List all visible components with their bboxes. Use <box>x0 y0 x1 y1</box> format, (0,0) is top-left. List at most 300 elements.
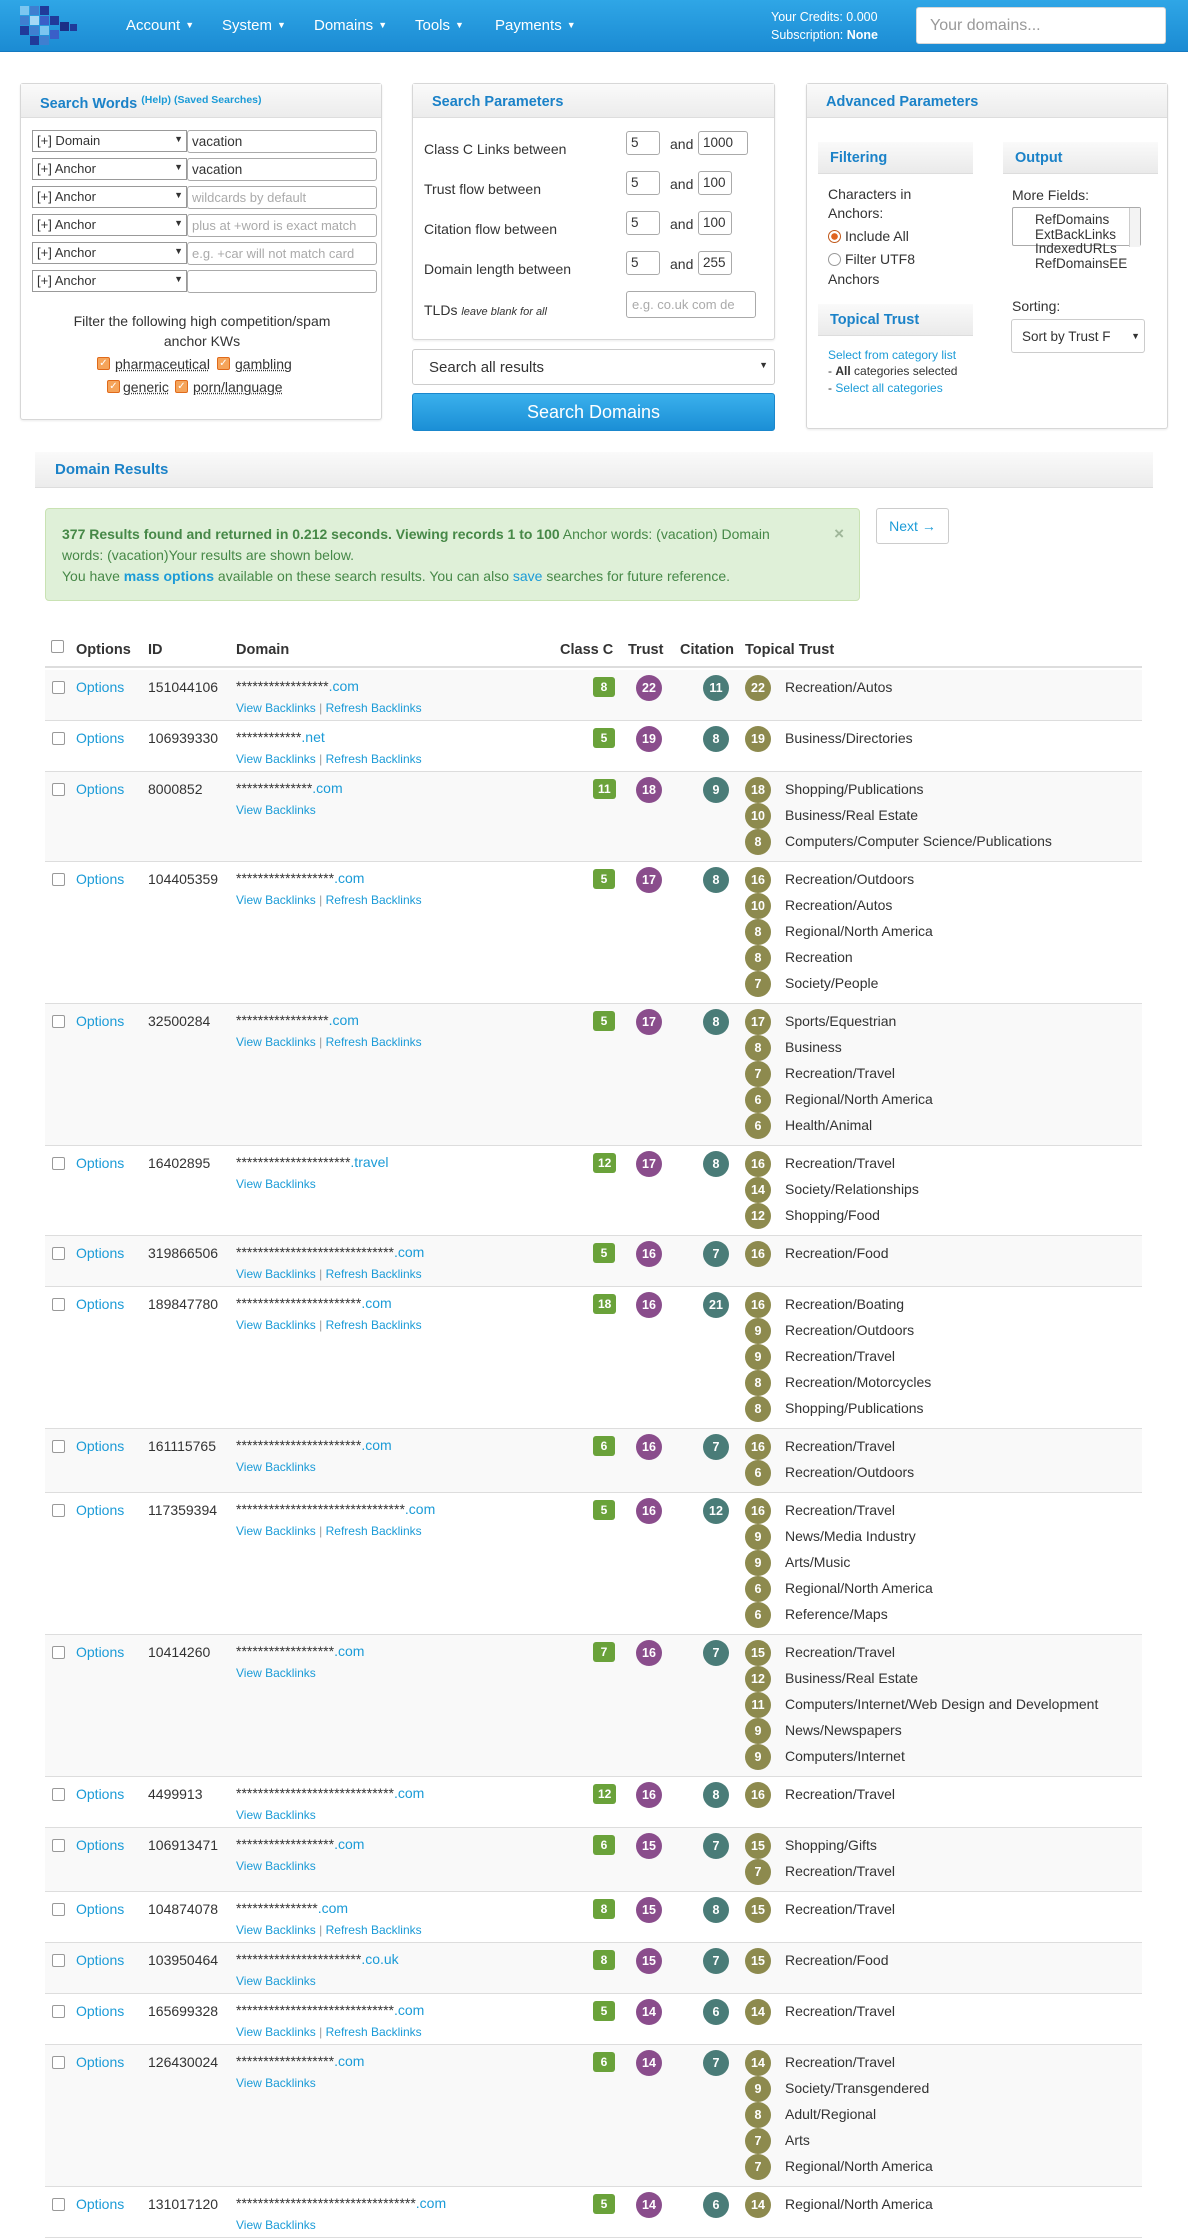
table-row <box>45 1146 1142 1236</box>
row-id: 131017120 <box>148 2196 219 2212</box>
topical-trust-item <box>745 2050 1145 2076</box>
topical-trust-badge: 6 <box>745 1576 771 1602</box>
options-link[interactable]: Options <box>76 1644 125 1660</box>
nav-tools[interactable]: Tools ▼ <box>415 17 464 34</box>
caret-down-icon: ▼ <box>174 218 183 228</box>
logo-icon[interactable] <box>20 2 86 50</box>
topical-trust-category: Recreation/Travel <box>785 1901 895 1917</box>
topical-trust-badge: 9 <box>745 2076 771 2102</box>
pharmaceutical-label: pharmaceutical <box>115 356 210 372</box>
topical-trust-item <box>745 1859 1145 1885</box>
citation-flow-badge: 9 <box>703 777 729 803</box>
search-word-input[interactable]: plus at +word is exact match <box>187 214 377 237</box>
backlink-links: View Backlinks | Refresh Backlinks <box>236 1923 422 1937</box>
trust-flow-badge: 18 <box>636 777 662 803</box>
domain-name[interactable]: *****************.com <box>236 1012 359 1028</box>
topical-trust-item <box>745 2076 1145 2102</box>
topical-trust-badge: 6 <box>745 1460 771 1486</box>
class-c-min-input[interactable]: 5 <box>626 131 660 155</box>
trust-flow-badge: 15 <box>636 1833 662 1859</box>
sorting-select[interactable]: Sort by Trust F ▼ <box>1011 319 1145 353</box>
row-id: 117359394 <box>148 1502 218 1518</box>
domain-name[interactable]: *****************.com <box>236 678 359 694</box>
refresh-backlinks-link[interactable]: Refresh Backlinks <box>325 701 422 715</box>
topical-trust-badge: 14 <box>745 1177 771 1203</box>
header-domain: Domain <box>236 642 290 658</box>
topical-trust-item <box>745 1318 1145 1344</box>
view-backlinks-link[interactable]: View Backlinks <box>236 1460 316 1474</box>
options-link[interactable]: Options <box>76 1013 125 1029</box>
credits-info: Your Credits: 0.000 Subscription: None <box>771 10 878 42</box>
trust-max-input[interactable]: 100 <box>698 171 732 195</box>
topical-trust-badge: 9 <box>745 1550 771 1576</box>
row-checkbox[interactable] <box>52 1646 65 1659</box>
topical-trust-badge: 14 <box>745 2050 771 2076</box>
header-trust[interactable]: Trust <box>628 642 664 658</box>
view-backlinks-link[interactable]: View Backlinks <box>236 1177 316 1191</box>
filter-utf8-radio[interactable] <box>828 253 841 266</box>
trust-flow-badge: 17 <box>636 1151 662 1177</box>
topical-trust-item <box>745 1833 1145 1859</box>
topical-trust-item <box>745 1744 1145 1770</box>
nav-payments[interactable]: Payments ▼ <box>495 17 576 34</box>
options-link[interactable]: Options <box>76 730 125 746</box>
citation-flow-badge: 8 <box>703 867 729 893</box>
domain-name[interactable]: ***********************.co.uk <box>236 1951 399 1967</box>
search-type-select[interactable]: [+] Anchor ▼ <box>32 186 187 208</box>
options-link[interactable]: Options <box>76 1837 125 1853</box>
options-link[interactable]: Options <box>76 1952 125 1968</box>
refresh-backlinks-link[interactable]: Refresh Backlinks <box>325 1923 422 1937</box>
citation-flow-badge: 21 <box>703 1292 729 1318</box>
table-row <box>45 1493 1142 1635</box>
row-id: 4499913 <box>148 1786 203 1802</box>
table-row <box>45 2187 1142 2238</box>
domain-length-label: Domain length between <box>424 261 572 277</box>
topical-trust-item <box>745 1999 1145 2025</box>
view-backlinks-link[interactable]: View Backlinks <box>236 1318 316 1332</box>
view-backlinks-link[interactable]: View Backlinks <box>236 752 316 766</box>
topical-trust-category: Arts <box>785 2132 810 2148</box>
search-type-select[interactable]: [+] Domain ▼ <box>32 130 187 152</box>
more-fields-option[interactable]: IndexedURLs <box>1035 241 1117 256</box>
options-link[interactable]: Options <box>76 2196 125 2212</box>
domain-name[interactable]: **************.com <box>236 780 343 796</box>
caret-down-icon: ▼ <box>759 360 768 370</box>
topical-trust-badge: 16 <box>745 1151 771 1177</box>
row-id: 10414260 <box>148 1644 211 1660</box>
chars-label-2: Anchors: <box>828 205 884 221</box>
generic-checkbox[interactable]: ✓ <box>107 380 120 393</box>
topical-trust-category: Business <box>785 1039 842 1055</box>
topical-trust-badge: 22 <box>745 675 771 701</box>
topical-trust-category: Recreation/Travel <box>785 1786 895 1802</box>
citation-flow-badge: 7 <box>703 1833 729 1859</box>
view-backlinks-link[interactable]: View Backlinks <box>236 1524 316 1538</box>
refresh-backlinks-link[interactable]: Refresh Backlinks <box>325 752 422 766</box>
view-backlinks-link[interactable]: View Backlinks <box>236 1974 316 1988</box>
row-checkbox[interactable] <box>52 2056 65 2069</box>
citation-flow-badge: 8 <box>703 1782 729 1808</box>
table-row <box>45 1777 1142 1828</box>
options-link[interactable]: Options <box>76 679 125 695</box>
topical-trust-title: Topical Trust <box>818 304 973 336</box>
topical-trust-badge: 12 <box>745 1666 771 1692</box>
row-id: 103950464 <box>148 1952 219 1968</box>
search-domains-button[interactable]: Search Domains <box>412 393 775 431</box>
topical-trust-badge: 9 <box>745 1318 771 1344</box>
nav-account[interactable]: Account ▼ <box>126 17 195 34</box>
topical-trust-category: Recreation <box>785 949 853 965</box>
trust-flow-badge: 15 <box>636 1897 662 1923</box>
domain-name[interactable]: *******************************.com <box>236 1501 436 1517</box>
domain-name[interactable]: *****************************.com <box>236 2002 425 2018</box>
topical-trust-category: Regional/North America <box>785 1580 933 1596</box>
view-backlinks-link[interactable]: View Backlinks <box>236 1267 316 1281</box>
citation-min-input[interactable]: 5 <box>626 211 660 235</box>
search-word-input[interactable]: e.g. +car will not match card <box>187 242 377 265</box>
saved-searches-link[interactable]: (Saved Searches) <box>173 94 262 106</box>
pharmaceutical-checkbox[interactable]: ✓ <box>97 357 110 370</box>
trust-flow-badge: 16 <box>636 1434 662 1460</box>
select-all-categories: - Select all categories <box>828 381 943 395</box>
topical-trust-badge: 8 <box>745 829 771 855</box>
topical-trust-item <box>745 1576 1145 1602</box>
topical-trust-item <box>745 1035 1145 1061</box>
options-link[interactable]: Options <box>76 2003 125 2019</box>
citation-flow-badge: 7 <box>703 1640 729 1666</box>
topical-trust-badge: 10 <box>745 803 771 829</box>
options-link[interactable]: Options <box>76 1438 125 1454</box>
domain-name[interactable]: ***********************.com <box>236 1437 392 1453</box>
row-checkbox[interactable] <box>52 1440 65 1453</box>
options-link[interactable]: Options <box>76 1245 125 1261</box>
class-c-badge: 5 <box>593 2001 615 2021</box>
header-class-c[interactable]: Class C <box>560 642 614 658</box>
topical-trust-item <box>745 2128 1145 2154</box>
topical-trust-category: Recreation/Travel <box>785 1438 895 1454</box>
citation-flow-label: Citation flow between <box>424 221 558 237</box>
advanced-parameters-panel <box>806 83 1168 429</box>
filtering-title: Filtering <box>818 142 973 174</box>
sorting-label: Sorting: <box>1012 298 1061 314</box>
domain-name[interactable]: ************.net <box>236 729 325 745</box>
caret-down-icon: ▼ <box>566 20 576 30</box>
row-id: 32500284 <box>148 1013 211 1029</box>
citation-flow-badge: 7 <box>703 1434 729 1460</box>
topical-trust-badge: 6 <box>745 1602 771 1628</box>
topical-trust-category: Recreation/Travel <box>785 2003 895 2019</box>
view-backlinks-link[interactable]: View Backlinks <box>236 2076 316 2090</box>
row-checkbox[interactable] <box>52 681 65 694</box>
scrollbar[interactable] <box>1129 208 1140 247</box>
top-navbar <box>0 0 1188 52</box>
domain-name[interactable]: ******************.com <box>236 870 365 886</box>
citation-flow-badge: 8 <box>703 1009 729 1035</box>
table-row <box>45 670 1142 721</box>
options-link[interactable]: Options <box>76 1155 125 1171</box>
refresh-backlinks-link[interactable]: Refresh Backlinks <box>325 1035 422 1049</box>
topical-trust-category: Business/Real Estate <box>785 1670 919 1686</box>
topical-trust-badge: 15 <box>745 1833 771 1859</box>
search-type-select[interactable]: [+] Anchor ▼ <box>32 158 187 180</box>
nav-system[interactable]: System ▼ <box>222 17 286 34</box>
search-word-input[interactable]: vacation <box>187 158 377 181</box>
include-all-label: Include All <box>845 228 909 244</box>
row-id: 16402895 <box>148 1155 211 1171</box>
more-fields-list[interactable] <box>1012 207 1141 271</box>
refresh-backlinks-link[interactable]: Refresh Backlinks <box>325 893 422 907</box>
porn-language-label: porn/language <box>193 379 283 395</box>
select-category-link[interactable]: Select from category list <box>828 348 957 362</box>
search-word-input[interactable]: vacation <box>187 130 377 153</box>
trust-flow-badge: 19 <box>636 726 662 752</box>
mass-options-link[interactable]: mass options <box>123 568 215 584</box>
close-icon[interactable]: × <box>834 524 844 543</box>
citation-flow-badge: 8 <box>703 1151 729 1177</box>
caret-down-icon: ▼ <box>378 20 388 30</box>
topical-trust-item <box>745 2154 1145 2180</box>
header-citation[interactable]: Citation <box>680 642 734 658</box>
porn-language-checkbox[interactable]: ✓ <box>175 380 188 393</box>
backlink-links <box>236 1808 316 1822</box>
view-backlinks-link[interactable]: View Backlinks <box>236 803 316 817</box>
view-backlinks-link[interactable]: View Backlinks <box>236 1923 316 1937</box>
options-link[interactable]: Options <box>76 1296 125 1312</box>
topical-trust-category: Computers/Computer Science/Publications <box>785 833 1052 849</box>
more-fields-option[interactable]: ExtBackLinks <box>1035 226 1117 242</box>
topical-trust-badge: 7 <box>745 2154 771 2180</box>
view-backlinks-link[interactable]: View Backlinks <box>236 2218 316 2232</box>
class-c-badge: 6 <box>593 2052 615 2072</box>
topical-trust-item <box>745 945 1145 971</box>
view-backlinks-link[interactable]: View Backlinks <box>236 1808 316 1822</box>
view-backlinks-link[interactable]: View Backlinks <box>236 893 316 907</box>
class-c-badge: 5 <box>593 1243 615 1263</box>
table-row <box>45 1994 1142 2045</box>
search-type-select[interactable]: [+] Anchor ▼ <box>32 270 187 292</box>
gambling-checkbox[interactable]: ✓ <box>217 357 230 370</box>
domain-name[interactable]: ******************.com <box>236 1643 365 1659</box>
gambling-label: gambling <box>235 356 292 372</box>
next-button[interactable]: Next → <box>876 508 949 544</box>
table-row <box>45 2045 1142 2187</box>
more-fields-option[interactable]: RefDomains <box>1035 212 1110 227</box>
table-row <box>45 1943 1142 1994</box>
topical-trust-category: Recreation/Outdoors <box>785 871 915 887</box>
more-fields-option[interactable]: RefDomainsEE <box>1035 255 1128 271</box>
class-c-badge: 5 <box>593 728 615 748</box>
refresh-backlinks-link[interactable]: Refresh Backlinks <box>325 1524 422 1538</box>
domain-name[interactable]: *********************.travel <box>236 1154 389 1170</box>
topical-trust-category: Shopping/Gifts <box>785 1837 877 1853</box>
view-backlinks-link[interactable]: View Backlinks <box>236 1666 316 1680</box>
topical-trust-item <box>745 1692 1145 1718</box>
table-row <box>45 1004 1142 1146</box>
topical-trust-badge: 9 <box>745 1524 771 1550</box>
topical-trust-badge: 7 <box>745 971 771 997</box>
tlds-input[interactable]: e.g. co.uk com de <box>626 291 756 318</box>
topical-trust-item <box>745 1113 1145 1139</box>
row-id: 319866506 <box>148 1245 219 1261</box>
topical-trust-badge: 12 <box>745 1203 771 1229</box>
topical-trust-category: Regional/North America <box>785 1091 933 1107</box>
domain-name[interactable]: *********************************.com <box>236 2195 447 2211</box>
row-checkbox[interactable] <box>52 1015 65 1028</box>
search-word-input[interactable] <box>187 270 377 293</box>
search-word-input[interactable]: wildcards by default <box>187 186 377 209</box>
and-label: and <box>670 136 694 152</box>
refresh-backlinks-link[interactable]: Refresh Backlinks <box>325 2025 422 2039</box>
topical-trust-category: Health/Animal <box>785 1117 873 1133</box>
domain-name[interactable]: ******************.com <box>236 1836 365 1852</box>
backlink-links <box>236 2218 316 2232</box>
topical-trust-badge: 10 <box>745 893 771 919</box>
and-label: and <box>670 256 694 272</box>
row-checkbox[interactable] <box>52 2005 65 2018</box>
topical-trust-badge: 14 <box>745 1999 771 2025</box>
trust-flow-badge: 16 <box>636 1782 662 1808</box>
domain-results-header: Domain Results <box>35 452 1153 488</box>
search-type-select[interactable]: [+] Anchor ▼ <box>32 214 187 236</box>
trust-flow-badge: 16 <box>636 1498 662 1524</box>
citation-flow-badge: 8 <box>703 1897 729 1923</box>
topical-trust-item <box>745 1666 1145 1692</box>
caret-down-icon: ▼ <box>174 190 183 200</box>
caret-down-icon: ▼ <box>277 20 286 30</box>
topical-trust-badge: 17 <box>745 1009 771 1035</box>
refresh-backlinks-link[interactable]: Refresh Backlinks <box>325 1267 422 1281</box>
output-title: Output <box>1003 142 1158 174</box>
view-backlinks-link[interactable]: View Backlinks <box>236 1035 316 1049</box>
row-checkbox[interactable] <box>52 1504 65 1517</box>
row-id: 151044106 <box>148 679 219 695</box>
topical-trust-badge: 8 <box>745 945 771 971</box>
domain-name[interactable]: *****************************.com <box>236 1244 425 1260</box>
table-row <box>45 1828 1142 1892</box>
header-topical-trust[interactable]: Topical Trust <box>745 642 835 658</box>
row-checkbox[interactable] <box>52 783 65 796</box>
class-c-max-input[interactable]: 1000 <box>698 131 748 155</box>
header-id: ID <box>148 642 163 658</box>
backlink-links: View Backlinks | Refresh Backlinks <box>236 893 422 907</box>
filter-utf8-label-2: Anchors <box>828 271 880 287</box>
topical-trust-category: Regional/North America <box>785 923 933 939</box>
row-checkbox[interactable] <box>52 1954 65 1967</box>
domain-name[interactable]: ***********************.com <box>236 1295 392 1311</box>
topical-trust-category: Recreation/Food <box>785 1245 889 1261</box>
domain-name[interactable]: *****************************.com <box>236 1785 425 1801</box>
row-id: 106913471 <box>148 1837 219 1853</box>
filter-utf8-label: Filter UTF8 <box>845 251 915 267</box>
citation-max-input[interactable]: 100 <box>698 211 732 235</box>
table-row <box>45 862 1142 1004</box>
domain-length-max-input[interactable]: 255 <box>698 251 732 275</box>
domain-name[interactable]: ***************.com <box>236 1900 349 1916</box>
results-alert: × 377 Results found and returned in 0.212 seconds. Viewing records 1 to 100 Anchor words: (vacation) Domain words: (vacation)Your results are shown below. You have mass options available on these search results. You can also save searches for future reference. <box>45 508 860 601</box>
refresh-backlinks-link[interactable]: Refresh Backlinks <box>325 1318 422 1332</box>
all-categories-selected: - All categories selected <box>828 364 958 378</box>
citation-flow-badge: 7 <box>703 1948 729 1974</box>
row-checkbox[interactable] <box>52 1839 65 1852</box>
class-c-badge: 18 <box>593 1294 616 1314</box>
topical-trust-item <box>745 803 1145 829</box>
topical-trust-badge: 8 <box>745 1035 771 1061</box>
row-checkbox[interactable] <box>52 1247 65 1260</box>
topical-trust-badge: 8 <box>745 2102 771 2128</box>
backlink-links <box>236 2076 316 2090</box>
row-checkbox[interactable] <box>52 2198 65 2211</box>
options-link[interactable]: Options <box>76 2054 125 2070</box>
backlink-links: View Backlinks | Refresh Backlinks <box>236 1267 422 1281</box>
backlink-links: View Backlinks | Refresh Backlinks <box>236 2025 422 2039</box>
row-id: 165699328 <box>148 2003 219 2019</box>
search-type-select[interactable]: [+] Anchor ▼ <box>32 242 187 264</box>
more-fields-label: More Fields: <box>1012 187 1090 203</box>
search-all-results-select[interactable]: Search all results ▼ <box>412 349 775 385</box>
backlink-links <box>236 1974 316 1988</box>
options-link[interactable]: Options <box>76 781 125 797</box>
topical-trust-category: Recreation/Travel <box>785 1065 895 1081</box>
row-checkbox[interactable] <box>52 873 65 886</box>
class-c-badge: 12 <box>593 1784 616 1804</box>
options-link[interactable]: Options <box>76 871 125 887</box>
filter-text: Filter the following high competition/spam <box>73 313 331 329</box>
topical-trust-badge: 7 <box>745 1859 771 1885</box>
topical-trust-badge: 18 <box>745 777 771 803</box>
view-backlinks-link[interactable]: View Backlinks <box>236 2025 316 2039</box>
trust-min-input[interactable]: 5 <box>626 171 660 195</box>
row-checkbox[interactable] <box>52 1157 65 1170</box>
domain-name[interactable]: ******************.com <box>236 2053 365 2069</box>
topical-trust-category: Recreation/Boating <box>785 1296 905 1312</box>
select-all-categories-link[interactable]: Select all categories <box>835 381 943 395</box>
topical-trust-category: Recreation/Outdoors <box>785 1464 915 1480</box>
row-checkbox[interactable] <box>52 732 65 745</box>
include-all-radio[interactable] <box>828 230 841 243</box>
topical-trust-item <box>745 1009 1145 1035</box>
domain-search-input[interactable]: Your domains... <box>916 7 1166 44</box>
options-link[interactable]: Options <box>76 1786 125 1802</box>
row-checkbox[interactable] <box>52 1788 65 1801</box>
help-link[interactable]: (Help) <box>141 94 172 106</box>
select-all-checkbox[interactable] <box>51 640 64 653</box>
topical-trust-badge: 9 <box>745 1744 771 1770</box>
topical-trust-item <box>745 1602 1145 1628</box>
view-backlinks-link[interactable]: View Backlinks <box>236 1859 316 1873</box>
nav-domains[interactable]: Domains ▼ <box>314 17 388 34</box>
generic-label: generic <box>123 379 169 395</box>
table-row <box>45 1429 1142 1493</box>
save-link[interactable]: save <box>512 568 543 584</box>
trust-flow-badge: 14 <box>636 1999 662 2025</box>
options-link[interactable]: Options <box>76 1502 125 1518</box>
topical-trust-category: Recreation/Outdoors <box>785 1322 915 1338</box>
search-parameters-panel <box>412 83 775 340</box>
topical-trust-item <box>745 777 1145 803</box>
table-row <box>45 721 1142 772</box>
row-checkbox[interactable] <box>52 1903 65 1916</box>
options-link[interactable]: Options <box>76 1901 125 1917</box>
caret-down-icon: ▼ <box>174 274 183 284</box>
view-backlinks-link[interactable]: View Backlinks <box>236 701 316 715</box>
topical-trust-badge: 6 <box>745 1087 771 1113</box>
topical-trust-badge: 16 <box>745 1498 771 1524</box>
class-c-badge: 11 <box>593 779 616 799</box>
domain-length-min-input[interactable]: 5 <box>626 251 660 275</box>
topical-trust-category: Recreation/Travel <box>785 2054 895 2070</box>
row-checkbox[interactable] <box>52 1298 65 1311</box>
